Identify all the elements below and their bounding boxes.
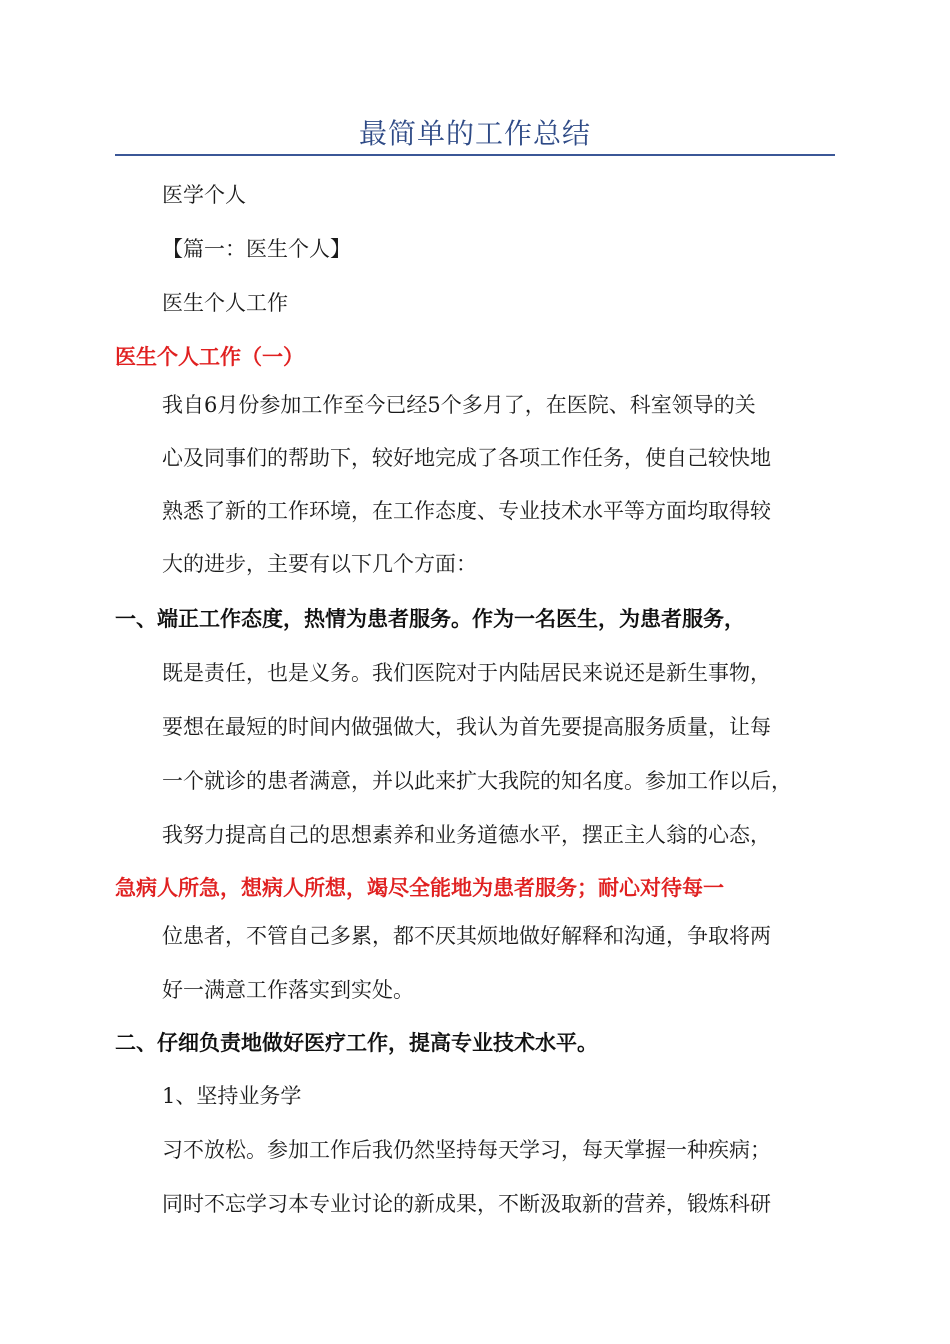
paragraph-line: 医生个人工作 bbox=[162, 291, 288, 315]
paragraph-line: 大的进步，主要有以下几个方面： bbox=[162, 552, 477, 576]
highlight-line-red: 急病人所急，想病人所想，竭尽全能地为患者服务；耐心对待每一 bbox=[115, 876, 724, 900]
paragraph-line: 既是责任，也是义务。我们医院对于内陆居民来说还是新生事物， bbox=[162, 661, 771, 685]
document-title: 最简单的工作总结 bbox=[358, 117, 591, 150]
paragraph-line: 我努力提高自己的思想素养和业务道德水平，摆正主人翁的心态， bbox=[162, 823, 771, 847]
paragraph-line: 同时不忘学习本专业讨论的新成果，不断汲取新的营养，锻炼科研 bbox=[162, 1192, 771, 1216]
paragraph-line: 好一满意工作落实到实处。 bbox=[162, 978, 414, 1002]
title-underline bbox=[115, 154, 835, 156]
paragraph-line: 心及同事们的帮助下，较好地完成了各项工作任务，使自己较快地 bbox=[162, 446, 771, 470]
paragraph-line: 习不放松。参加工作后我仍然坚持每天学习，每天掌握一种疾病； bbox=[162, 1138, 771, 1162]
paragraph-line: 我自6月份参加工作至今已经5个多月了，在医院、科室领导的关 bbox=[162, 393, 756, 417]
paragraph-line: 1、坚持业务学 bbox=[162, 1084, 302, 1108]
section-heading-red: 医生个人工作（一） bbox=[115, 345, 304, 369]
section-heading-bold: 二、仔细负责地做好医疗工作，提高专业技术水平。 bbox=[115, 1031, 598, 1055]
paragraph-line: 一个就诊的患者满意，并以此来扩大我院的知名度。参加工作以后， bbox=[162, 769, 792, 793]
paragraph-line: 要想在最短的时间内做强做大，我认为首先要提高服务质量，让每 bbox=[162, 715, 771, 739]
paragraph-line: 熟悉了新的工作环境，在工作态度、专业技术水平等方面均取得较 bbox=[162, 499, 771, 523]
paragraph-line: 【篇一：医生个人】 bbox=[162, 237, 351, 261]
paragraph-line: 位患者，不管自己多累，都不厌其烦地做好解释和沟通，争取将两 bbox=[162, 924, 771, 948]
paragraph-line: 医学个人 bbox=[162, 183, 246, 207]
section-heading-bold: 一、端正工作态度，热情为患者服务。作为一名医生，为患者服务， bbox=[115, 607, 745, 631]
